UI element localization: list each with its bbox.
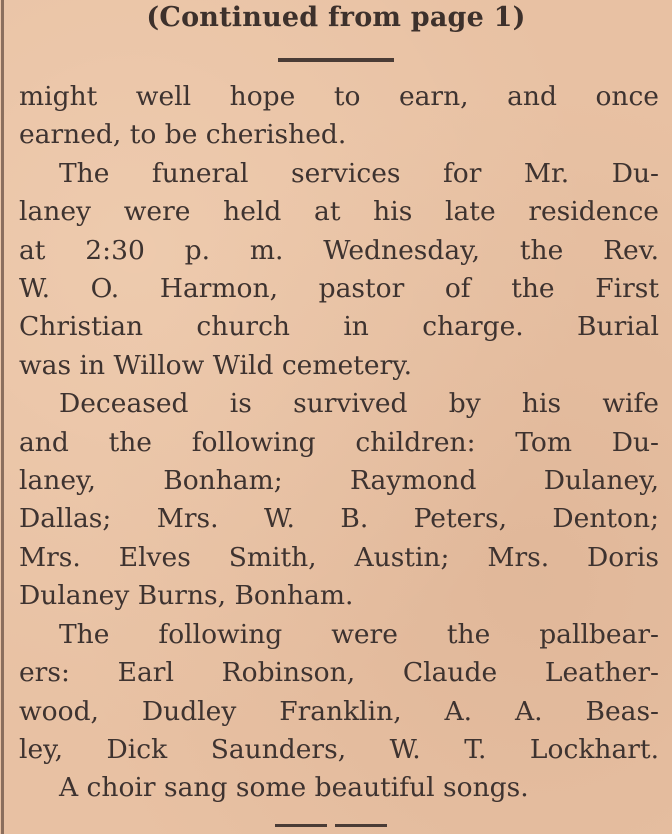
article-line: ley, Dick Saunders, W. T. Lockhart.	[19, 733, 659, 765]
article-line: Mrs. Elves Smith, Austin; Mrs. Doris	[19, 541, 659, 573]
article-line: W. O. Harmon, pastor of the First	[19, 273, 659, 305]
footer-divider-right	[335, 824, 387, 827]
continued-header: (Continued from page 1)	[146, 2, 526, 33]
article-line: Dulaney Burns, Bonham.	[19, 580, 354, 612]
article-line: wood, Dudley Franklin, A. A. Beas-	[19, 695, 659, 727]
footer-divider	[275, 824, 387, 827]
footer-divider-left	[275, 824, 327, 827]
article-line: laney, Bonham; Raymond Dulaney,	[19, 465, 659, 497]
article-line: Christian church in charge. Burial	[19, 311, 659, 343]
article-line: was in Willow Wild cemetery.	[19, 349, 413, 381]
article-line: might well hope to earn, and once	[19, 81, 659, 112]
header-divider	[278, 58, 394, 62]
article-line: The funeral services for Mr. Du-	[59, 157, 659, 189]
article-line: The following were the pallbear-	[59, 618, 659, 650]
article-line: Deceased is survived by his wife	[59, 388, 659, 420]
article-line: earned, to be cherished.	[19, 119, 347, 151]
column-rule	[1, 0, 4, 834]
article-line: Dallas; Mrs. W. B. Peters, Denton;	[19, 503, 659, 535]
article-line: A choir sang some beautiful songs.	[59, 772, 529, 804]
article-line: laney were held at his late residence	[19, 196, 659, 228]
article-line: ers: Earl Robinson, Claude Leather-	[19, 657, 659, 689]
article-line: and the following children: Tom Du-	[19, 426, 659, 458]
article-body	[19, 78, 659, 808]
article-line: at 2:30 p. m. Wednesday, the Rev.	[19, 234, 659, 266]
